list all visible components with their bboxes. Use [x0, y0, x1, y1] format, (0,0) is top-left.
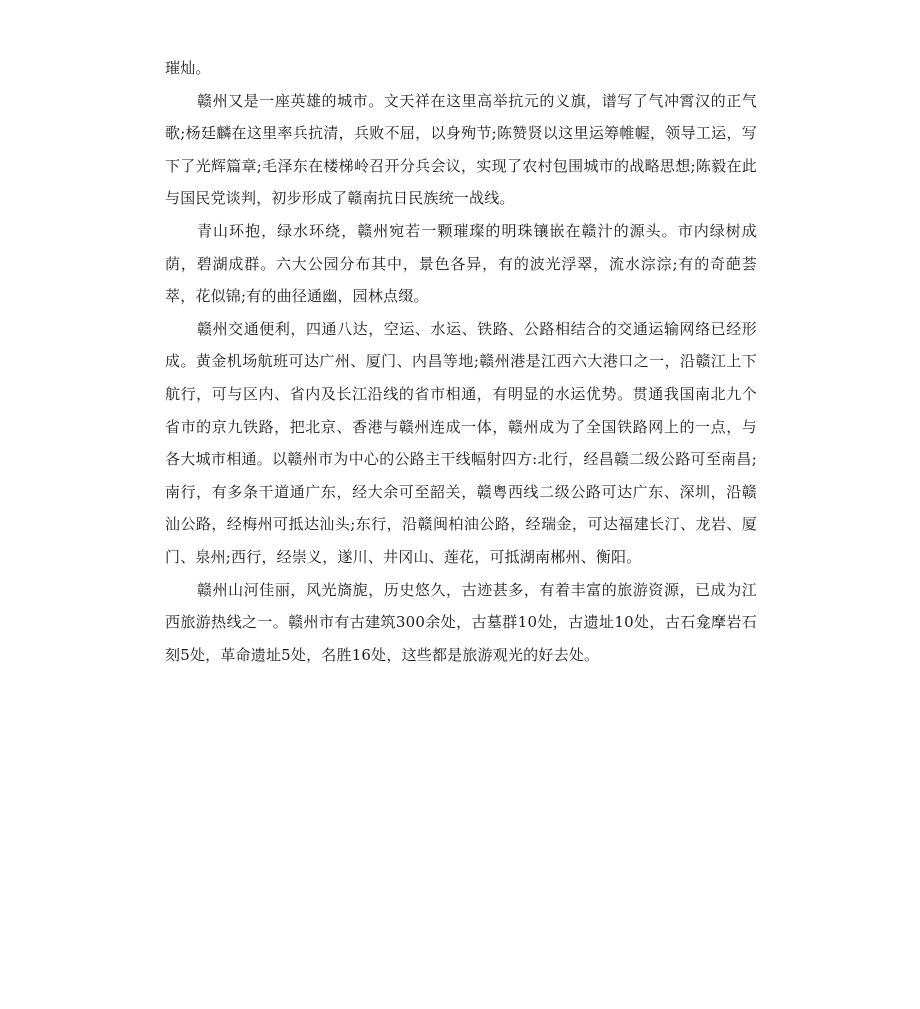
- document-body: [165, 52, 757, 671]
- paragraph-heroic-city: 赣州又是一座英雄的城市。文天祥在这里高举抗元的义旗，谱写了气冲霄汉的正气歌;杨廷麟在这里率兵抗清，兵败不屈，以身殉节;陈赞贤以这里运筹帷幄，领导工运，写下了光辉篇章;毛泽东在楼梯岭召开分兵会议，实现了农村包围城市的战略思想;陈毅在此与国民党谈判，初步形成了赣南抗日民族统一战线。: [165, 91, 757, 208]
- paragraph-tourism: 赣州山河佳丽，风光旖旎，历史悠久，古迹甚多，有着丰富的旅游资源，已成为江西旅游热线之一。赣州市有古建筑300余处，古墓群10处，古遗址10处，古石龛摩岩石刻5处，革命遗址5处，名胜16处，这些都是旅游观光的好去处。: [165, 580, 757, 664]
- paragraph-transport: 赣州交通便利，四通八达，空运、水运、铁路、公路相结合的交通运输网络已经形成。黄金机场航班可达广州、厦门、内昌等地;赣州港是江西六大港口之一，沿赣江上下航行，可与区内、省内及长江沿线的省市相通，有明显的水运优势。贯通我国南北九个省市的京九铁路，把北京、香港与赣州连成一体，赣州成为了全国铁路网上的一点，与各大城市相通。以赣州市为中心的公路主干线幅射四方:北行，经昌赣二级公路可至南昌;南行，有多条干道通广东，经大余可至韶关，赣粤西线二级公路可达广东、深圳，沿赣汕公路，经梅州可抵达汕头;东行，沿赣闽柏油公路，经瑞金，可达福建长汀、龙岩、厦门、泉州;西行，经崇义，遂川、井冈山、莲花，可抵湖南郴州、衡阳。: [165, 319, 757, 566]
- paragraph-continuation: 璀灿。: [165, 59, 211, 77]
- paragraph-scenery: 青山环抱，绿水环绕，赣州宛若一颗璀璨的明珠镶嵌在赣汁的源头。市内绿树成荫，碧湖成群。六大公园分布其中，景色各异，有的波光浮翠，流水淙淙;有的奇葩荟萃，花似锦;有的曲径通幽，园林点缀。: [165, 221, 757, 306]
